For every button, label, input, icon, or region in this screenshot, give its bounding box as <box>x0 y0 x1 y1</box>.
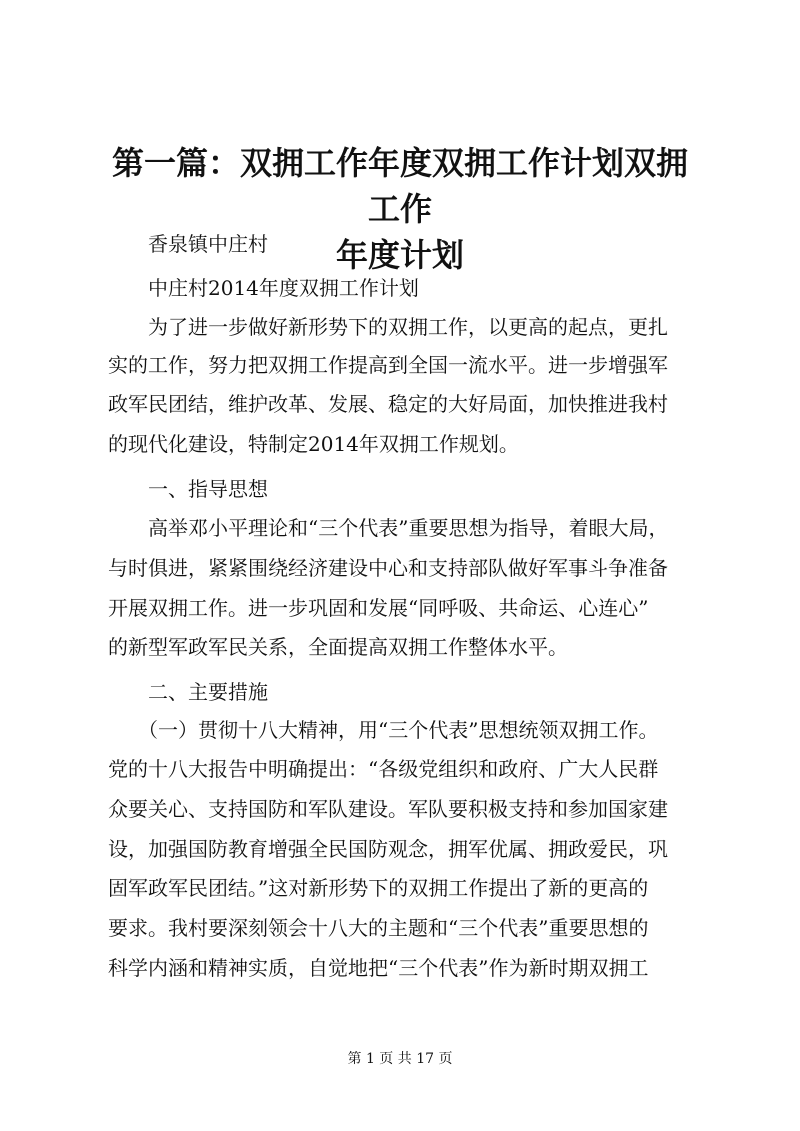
paragraph-line: 党的十八大报告中明确提出：“各级党组织和政府、广大人民群 <box>108 757 659 781</box>
section-heading-main-measures: 二、主要措施 <box>148 680 268 704</box>
paragraph-line: 与时俱进，紧紧围绕经济建设中心和支持部队做好军事斗争准备 <box>108 556 668 580</box>
paragraph-line: 的现代化建设，特制定2014年双拥工作规划。 <box>108 432 519 456</box>
paragraph-line: 为了进一步做好新形势下的双拥工作，以更高的起点，更扎 <box>148 315 668 339</box>
paragraph-line: 政军民团结，维护改革、发展、稳定的大好局面，加快推进我村 <box>108 392 668 416</box>
document-title <box>100 140 700 278</box>
paragraph-line: 实的工作，努力把双拥工作提高到全国一流水平。进一步增强军 <box>108 353 668 377</box>
title-line-1: 第一篇：双拥工作年度双拥工作计划双拥工作 <box>111 144 688 228</box>
plan-subtitle: 中庄村2014年度双拥工作计划 <box>148 276 419 300</box>
section-heading-guiding-ideology: 一、指导思想 <box>148 477 268 501</box>
paragraph-line: 要求。我村要深刻领会十八大的主题和“三个代表”重要思想的 <box>108 916 649 940</box>
paragraph-line: 众要关心、支持国防和军队建设。军队要积极支持和参加国家建 <box>108 797 668 821</box>
paragraph-line: 科学内涵和精神实质，自觉地把“三个代表”作为新时期双拥工 <box>108 956 649 980</box>
paragraph-line: 固军政军民团结。”这对新形势下的双拥工作提出了新的更高的 <box>108 876 649 900</box>
village-name: 香泉镇中庄村 <box>148 232 268 256</box>
paragraph-line: 设，加强国防教育增强全民国防观念，拥军优属、拥政爱民，巩 <box>108 837 668 861</box>
title-line-2: 年度计划 <box>335 236 464 274</box>
paragraph-line: 高举邓小平理论和“三个代表”重要思想为指导，着眼大局， <box>148 516 669 540</box>
subsection-heading: （一）贯彻十八大精神，用“三个代表”思想统领双拥工作。 <box>138 718 659 742</box>
paragraph-line: 的新型军政军民关系，全面提高双拥工作整体水平。 <box>108 635 568 659</box>
paragraph-line: 开展双拥工作。进一步巩固和发展“同呼吸、共命运、心连心” <box>108 596 649 620</box>
page-footer: 第 1 页 共 17 页 <box>347 1051 453 1067</box>
